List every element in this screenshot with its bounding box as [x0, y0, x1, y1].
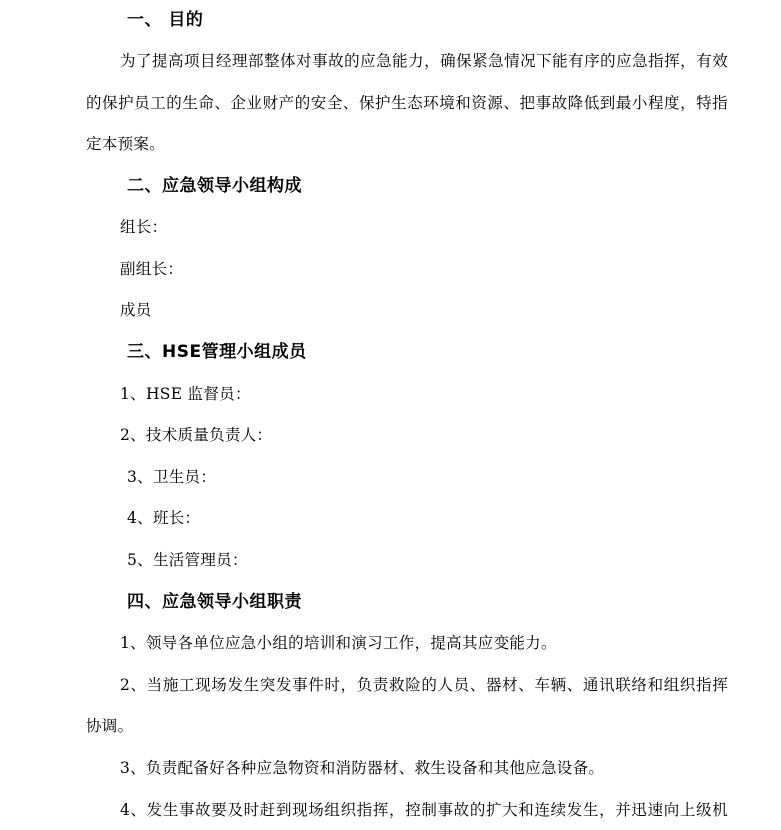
leader-item: 组长： [120, 218, 168, 236]
purpose-paragraph-line-3: 定本预案。 [86, 135, 166, 153]
duty-item: 4、发生事故要及时赶到现场组织指挥，控制事故的扩大和连续发生，并迅速向上级机 [120, 801, 728, 819]
duty-item: 3、负责配备好各种应急物资和消防器材、救生设备和其他应急设备。 [120, 759, 605, 777]
hse-member-item: 1、HSE 监督员： [120, 385, 251, 403]
hse-member-item: 4、班长： [127, 509, 201, 527]
duty-item: 1、领导各单位应急小组的培训和演习工作，提高其应变能力。 [120, 634, 557, 652]
deputy-leader-item: 副组长： [120, 260, 184, 278]
purpose-paragraph-line-2: 的保护员工的生命、企业财产的安全、保护生态环境和资源、把事故降低到最小程度，特指 [86, 94, 728, 112]
members-item: 成员 [120, 301, 152, 319]
section-heading-emergency-leadership: 二、应急领导小组构成 [127, 176, 302, 196]
hse-member-item: 5、生活管理员： [127, 551, 248, 569]
duty-item: 2、当施工现场发生突发事件时，负责救险的人员、器材、车辆、通讯联络和组织指挥 [120, 676, 728, 694]
section-heading-hse-members: 三、HSE管理小组成员 [127, 342, 307, 362]
hse-member-item: 2、技术质量负责人： [120, 426, 273, 444]
purpose-paragraph-line-1: 为了提高项目经理部整体对事故的应急能力，确保紧急情况下能有序的应急指挥，有效 [120, 52, 728, 70]
section-heading-leadership-duties: 四、应急领导小组职责 [127, 592, 302, 612]
duty-item-continuation: 协调。 [86, 717, 134, 735]
section-heading-purpose: 一、 目的 [127, 10, 204, 30]
hse-member-item: 3、卫生员： [127, 468, 217, 486]
